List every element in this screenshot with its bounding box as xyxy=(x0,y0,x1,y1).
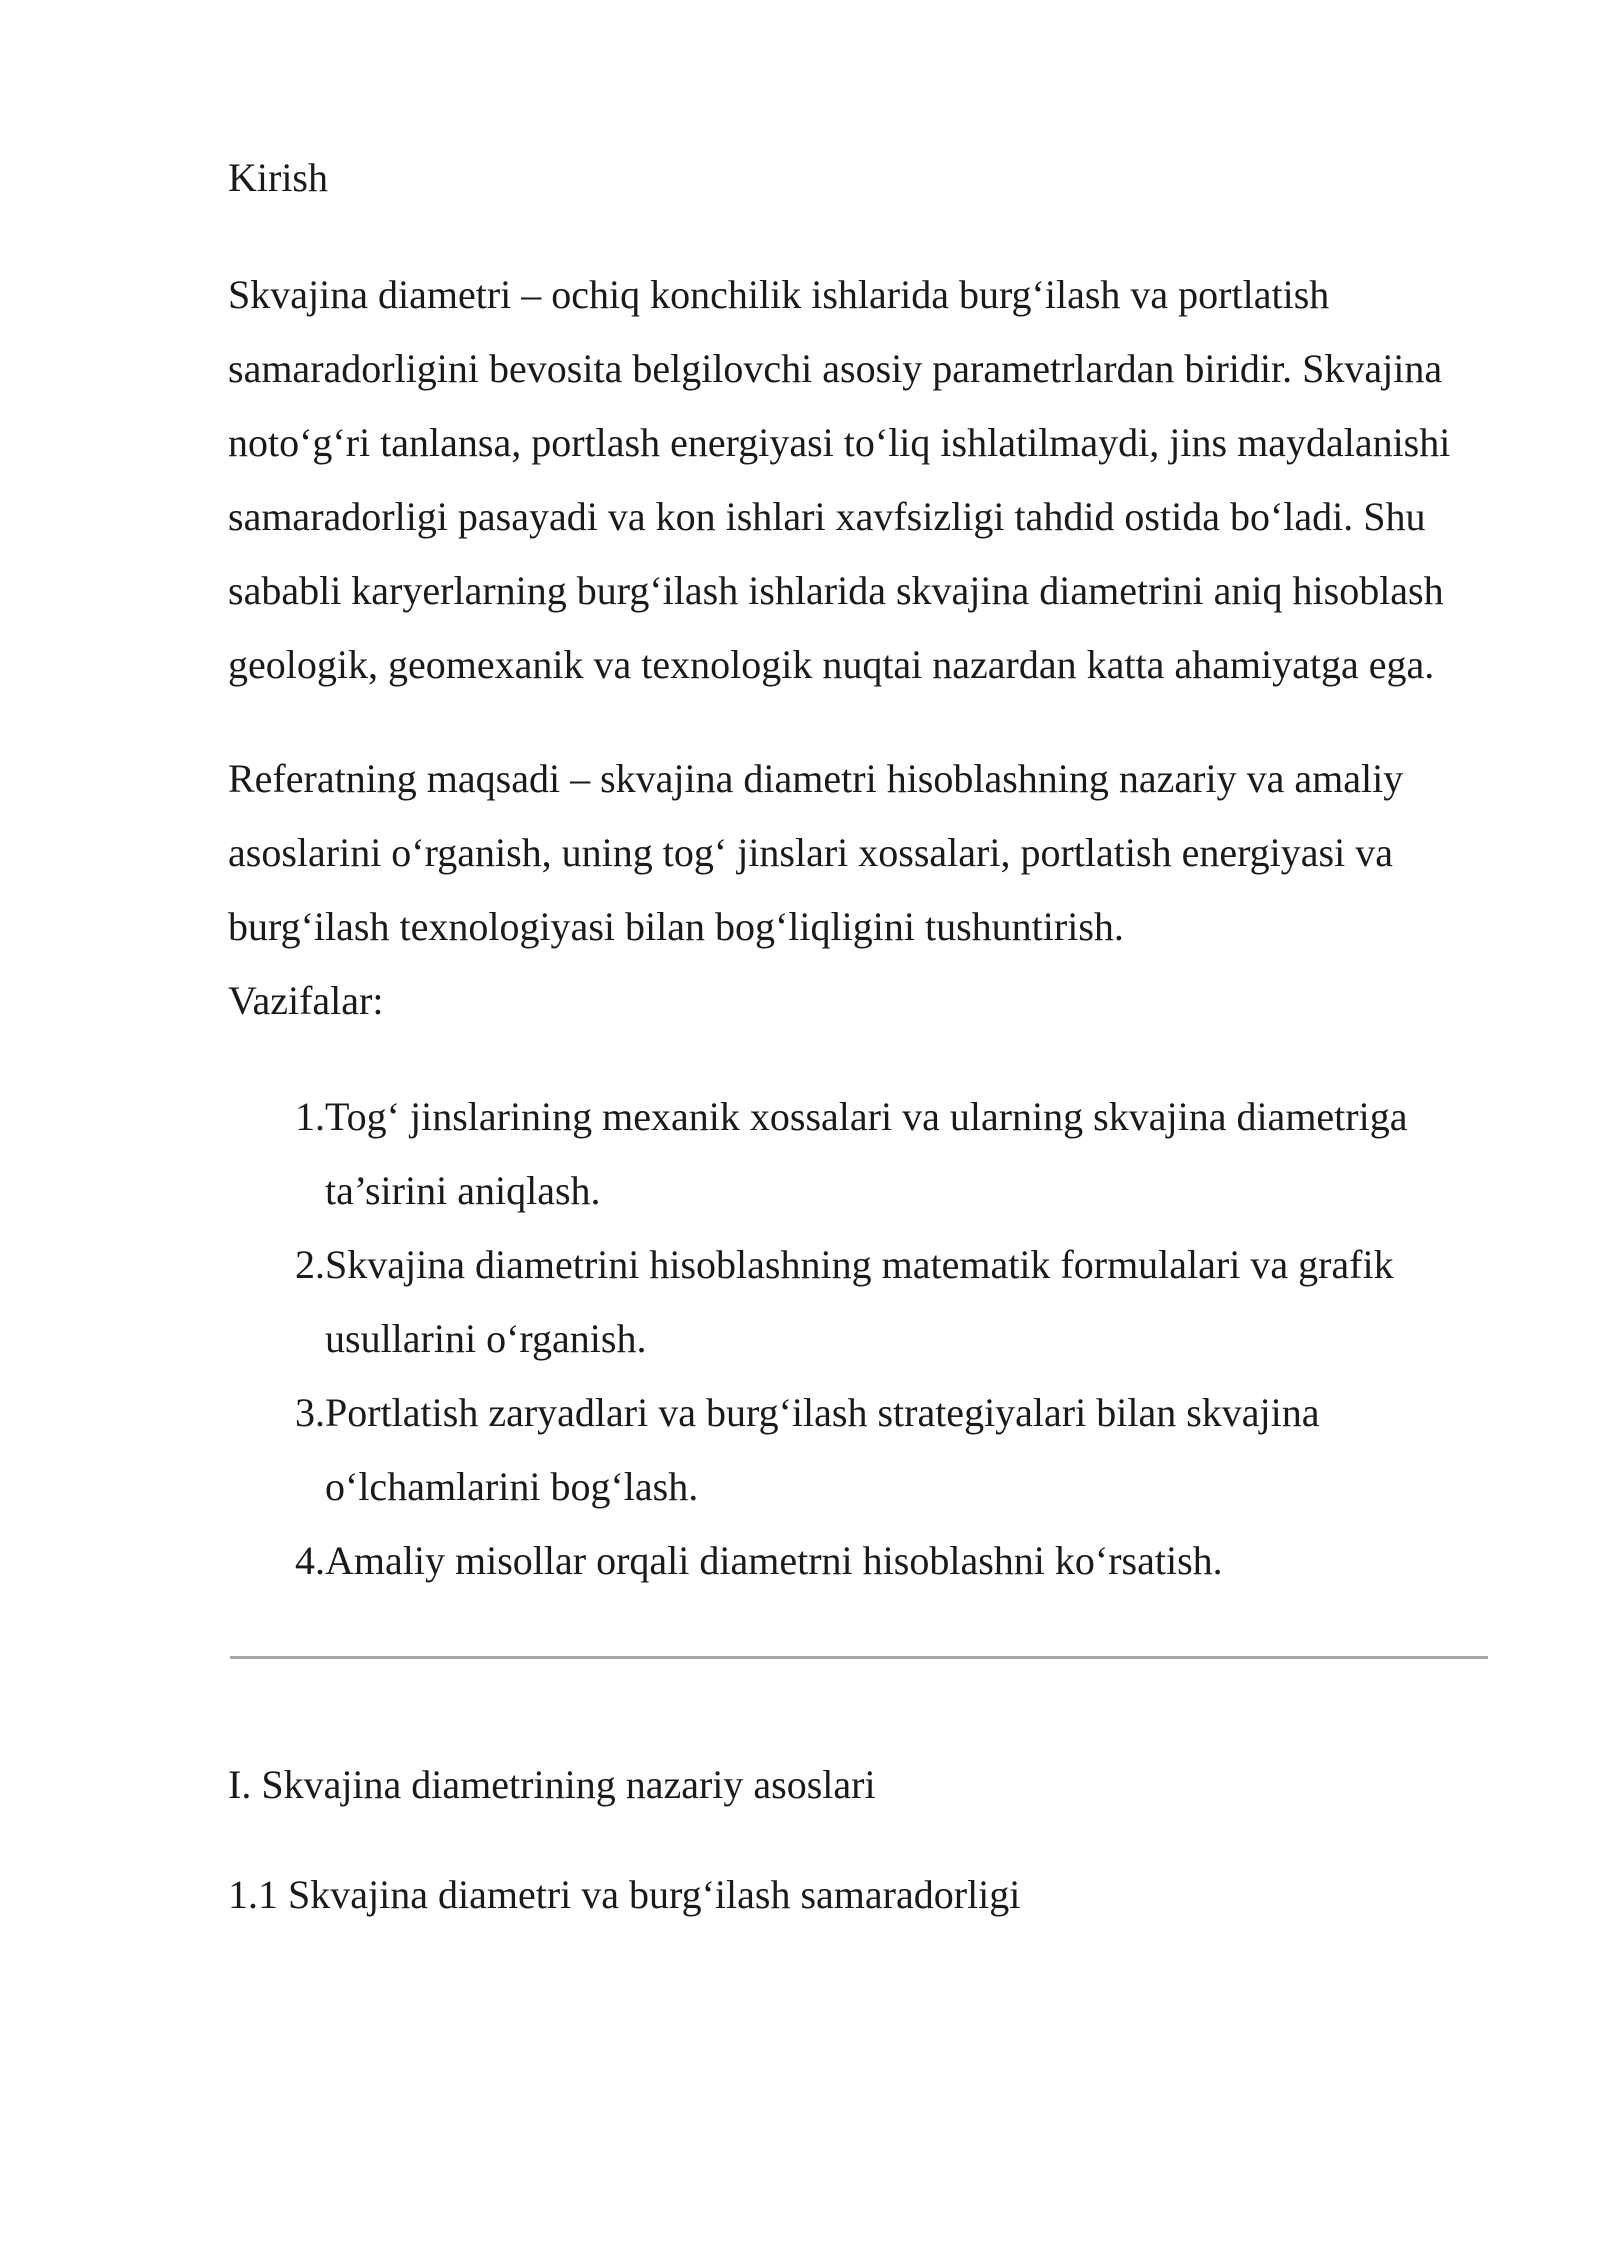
intro-heading: Kirish xyxy=(228,155,328,200)
tasks-label: Vazifalar: xyxy=(228,978,384,1023)
tasks-list xyxy=(228,1080,1490,1598)
list-item xyxy=(228,1228,1490,1376)
list-item xyxy=(228,1376,1490,1524)
list-item xyxy=(228,1524,1490,1598)
list-item-text: Amaliy misollar orqali diametrni hisoblashni ko‘rsatish. xyxy=(325,1538,1223,1583)
list-item xyxy=(228,1080,1490,1228)
list-item-text: Tog‘ jinslarining mexanik xossalari va ularning skvajina diametriga ta’sirini aniqlash. xyxy=(325,1094,1408,1213)
list-item-text: Portlatish zaryadlari va burg‘ilash strategiyalari bilan skvajina o‘lchamlarini bog‘lash. xyxy=(325,1390,1320,1509)
list-item-number: 3. xyxy=(295,1390,325,1435)
list-item-number: 1. xyxy=(295,1094,325,1139)
subsection-heading: 1.1 Skvajina diametri va burg‘ilash samaradorligi xyxy=(228,1872,1021,1917)
section-divider xyxy=(230,1656,1488,1659)
goal-block xyxy=(228,742,1490,1038)
document-page xyxy=(228,150,1490,1923)
intro-paragraph: Skvajina diametri – ochiq konchilik ishlarida burg‘ilash va portlatish samaradorligini bevosita belgilovchi asosiy parametrlardan biridir. Skvajina noto‘g‘ri tanlansa, portlash energiyasi to‘liq ishlatilmaydi, jins maydalanishi samaradorligi pasayadi va kon ishlari xavfsizligi tahdid ostida bo‘ladi. Shu sababli karyerlarning burg‘ilash ishlarida skvajina diametrini aniq hisoblash geologik, geomexanik va texnologik nuqtai nazardan katta ahamiyatga ega. xyxy=(228,272,1451,687)
list-item-text: Skvajina diametrini hisoblashning matematik formulalari va grafik usullarini o‘rganish. xyxy=(325,1242,1394,1361)
list-item-number: 2. xyxy=(295,1242,325,1287)
section-heading: I. Skvajina diametrining nazariy asoslari xyxy=(228,1762,876,1807)
list-item-number: 4. xyxy=(295,1538,325,1583)
goal-paragraph: Referatning maqsadi – skvajina diametri hisoblashning nazariy va amaliy asoslarini o‘rganish, uning tog‘ jinslari xossalari, portlatish energiyasi va burg‘ilash texnologiyasi bilan bog‘liqligini tushuntirish. xyxy=(228,756,1404,949)
